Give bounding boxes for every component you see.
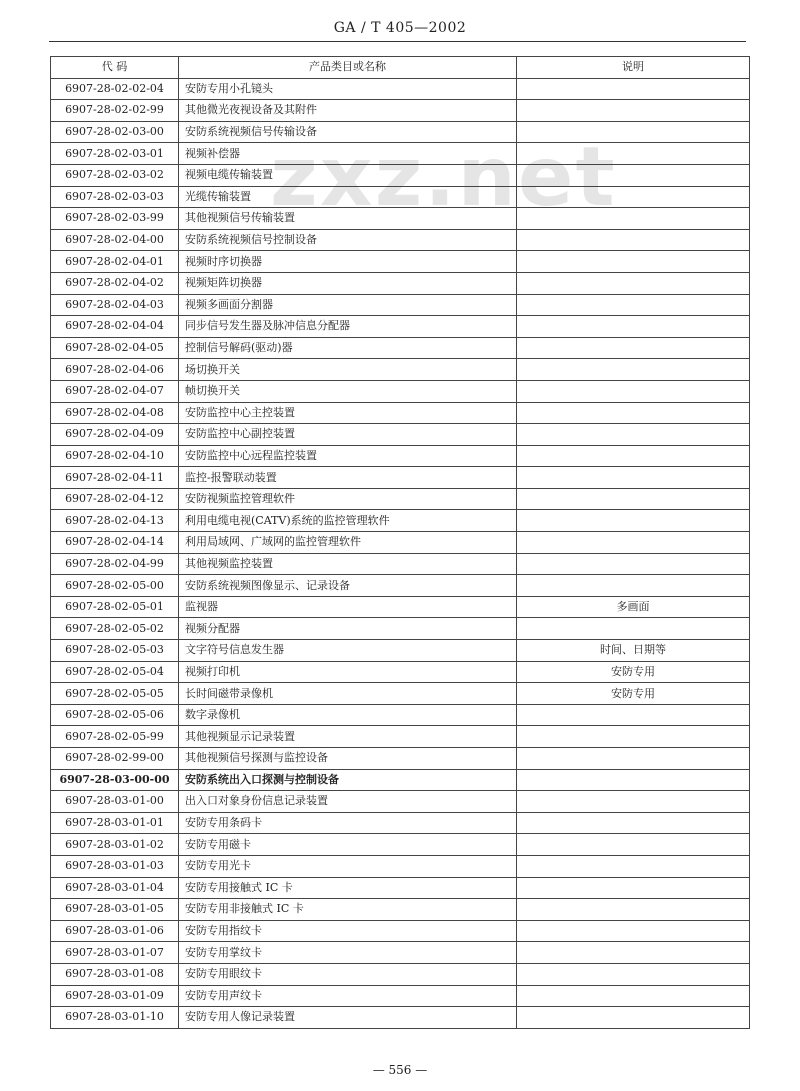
- name-cell: 视频多画面分割器: [179, 294, 517, 316]
- code-cell: 6907-28-02-04-08: [51, 402, 179, 424]
- name-cell: 安防专用人像记录装置: [179, 1007, 517, 1029]
- note-cell: [517, 1007, 750, 1029]
- note-cell: [517, 920, 750, 942]
- code-cell: 6907-28-02-99-00: [51, 748, 179, 770]
- note-cell: [517, 726, 750, 748]
- document-header: GA / T 405—2002: [333, 20, 467, 36]
- code-cell: 6907-28-02-04-13: [51, 510, 179, 532]
- table-row: [51, 488, 750, 510]
- name-cell: 安防系统视频信号传输设备: [179, 121, 517, 143]
- table-row: [51, 424, 750, 446]
- header-rule: [49, 41, 746, 42]
- table-row: [51, 704, 750, 726]
- table-row: [51, 402, 750, 424]
- code-cell: 6907-28-02-04-03: [51, 294, 179, 316]
- table-row: [51, 812, 750, 834]
- code-cell: 6907-28-02-04-11: [51, 467, 179, 489]
- note-cell: [517, 100, 750, 122]
- name-cell: 安防监控中心远程监控装置: [179, 445, 517, 467]
- table-row: [51, 337, 750, 359]
- name-cell: 安防专用小孔镜头: [179, 78, 517, 100]
- table-row: [51, 100, 750, 122]
- name-cell: 视频电缆传输装置: [179, 164, 517, 186]
- note-cell: 安防专用: [517, 683, 750, 705]
- code-cell: 6907-28-02-04-10: [51, 445, 179, 467]
- table-row: [51, 445, 750, 467]
- table-row: [51, 1007, 750, 1029]
- note-cell: [517, 877, 750, 899]
- name-cell: 安防专用磁卡: [179, 834, 517, 856]
- note-cell: [517, 229, 750, 251]
- table-row: [51, 726, 750, 748]
- note-cell: [517, 985, 750, 1007]
- code-cell: 6907-28-02-04-06: [51, 359, 179, 381]
- name-cell: 安防专用条码卡: [179, 812, 517, 834]
- note-cell: [517, 208, 750, 230]
- note-cell: [517, 791, 750, 813]
- table-row: [51, 121, 750, 143]
- code-cell: 6907-28-02-05-03: [51, 640, 179, 662]
- name-cell: 长时间磁带录像机: [179, 683, 517, 705]
- table-row: [51, 661, 750, 683]
- table-row: [51, 985, 750, 1007]
- code-cell: 6907-28-02-04-00: [51, 229, 179, 251]
- table-row: [51, 78, 750, 100]
- name-cell: 其他视频信号传输装置: [179, 208, 517, 230]
- note-cell: [517, 143, 750, 165]
- table-row: [51, 294, 750, 316]
- product-code-table: [50, 56, 750, 1029]
- table-row: [51, 963, 750, 985]
- name-cell: 控制信号解码(驱动)器: [179, 337, 517, 359]
- table-row: [51, 208, 750, 230]
- table-row: [51, 769, 750, 791]
- note-cell: [517, 316, 750, 338]
- table-row: [51, 380, 750, 402]
- name-cell: 同步信号发生器及脉冲信息分配器: [179, 316, 517, 338]
- note-cell: [517, 251, 750, 273]
- note-cell: [517, 575, 750, 597]
- code-cell: 6907-28-02-04-07: [51, 380, 179, 402]
- note-cell: 多画面: [517, 596, 750, 618]
- name-cell: 数字录像机: [179, 704, 517, 726]
- name-cell: 其他视频监控装置: [179, 553, 517, 575]
- code-cell: 6907-28-02-05-00: [51, 575, 179, 597]
- name-cell: 安防专用指纹卡: [179, 920, 517, 942]
- name-cell: 安防专用声纹卡: [179, 985, 517, 1007]
- note-cell: [517, 899, 750, 921]
- note-cell: [517, 121, 750, 143]
- name-cell: 文字符号信息发生器: [179, 640, 517, 662]
- table-row: [51, 316, 750, 338]
- table-row: [51, 186, 750, 208]
- name-cell: 其他微光夜视设备及其附件: [179, 100, 517, 122]
- table-header-row: [51, 57, 750, 79]
- table-row: [51, 359, 750, 381]
- note-cell: [517, 553, 750, 575]
- code-cell: 6907-28-03-01-05: [51, 899, 179, 921]
- note-cell: [517, 164, 750, 186]
- name-cell: 监控-报警联动装置: [179, 467, 517, 489]
- name-cell: 利用局域网、广域网的监控管理软件: [179, 532, 517, 554]
- code-cell: 6907-28-03-01-01: [51, 812, 179, 834]
- code-cell: 6907-28-03-01-03: [51, 855, 179, 877]
- note-cell: [517, 704, 750, 726]
- name-cell: 视频打印机: [179, 661, 517, 683]
- table-row: [51, 575, 750, 597]
- note-cell: [517, 834, 750, 856]
- name-cell: 安防专用掌纹卡: [179, 942, 517, 964]
- code-cell: 6907-28-02-04-04: [51, 316, 179, 338]
- code-cell: 6907-28-02-04-01: [51, 251, 179, 273]
- name-cell: 安防专用眼纹卡: [179, 963, 517, 985]
- note-cell: [517, 488, 750, 510]
- table-row: [51, 467, 750, 489]
- code-cell: 6907-28-03-01-06: [51, 920, 179, 942]
- table-row: [51, 143, 750, 165]
- code-cell: 6907-28-02-04-14: [51, 532, 179, 554]
- note-cell: [517, 186, 750, 208]
- table-row: [51, 532, 750, 554]
- name-cell: 其他视频显示记录装置: [179, 726, 517, 748]
- note-cell: [517, 748, 750, 770]
- code-cell: 6907-28-03-01-08: [51, 963, 179, 985]
- header-name: 产品类目或名称: [179, 57, 517, 79]
- note-cell: [517, 402, 750, 424]
- note-cell: [517, 812, 750, 834]
- name-cell: 安防系统视频信号控制设备: [179, 229, 517, 251]
- name-cell: 其他视频信号探测与监控设备: [179, 748, 517, 770]
- name-cell: 利用电缆电视(CATV)系统的监控管理软件: [179, 510, 517, 532]
- code-cell: 6907-28-02-04-09: [51, 424, 179, 446]
- note-cell: 安防专用: [517, 661, 750, 683]
- table-row: [51, 272, 750, 294]
- table-row: [51, 791, 750, 813]
- name-cell: 出入口对象身份信息记录装置: [179, 791, 517, 813]
- code-cell: 6907-28-03-01-04: [51, 877, 179, 899]
- table-row: [51, 553, 750, 575]
- note-cell: [517, 380, 750, 402]
- note-cell: [517, 359, 750, 381]
- watermark: zxz.net: [270, 130, 617, 225]
- table-row: [51, 251, 750, 273]
- table-row: [51, 640, 750, 662]
- table-row: [51, 618, 750, 640]
- note-cell: [517, 618, 750, 640]
- note-cell: [517, 337, 750, 359]
- code-cell: 6907-28-02-05-06: [51, 704, 179, 726]
- table-row: [51, 164, 750, 186]
- name-cell: 安防系统出入口探测与控制设备: [179, 769, 517, 791]
- code-cell: 6907-28-02-03-01: [51, 143, 179, 165]
- name-cell: 场切换开关: [179, 359, 517, 381]
- table-body: [51, 78, 750, 1028]
- note-cell: [517, 272, 750, 294]
- code-cell: 6907-28-02-04-12: [51, 488, 179, 510]
- code-cell: 6907-28-02-05-01: [51, 596, 179, 618]
- code-cell: 6907-28-02-04-02: [51, 272, 179, 294]
- table-row: [51, 877, 750, 899]
- code-cell: 6907-28-03-01-10: [51, 1007, 179, 1029]
- code-cell: 6907-28-02-04-05: [51, 337, 179, 359]
- name-cell: 帧切换开关: [179, 380, 517, 402]
- name-cell: 光缆传输装置: [179, 186, 517, 208]
- name-cell: 视频矩阵切换器: [179, 272, 517, 294]
- table-row: [51, 899, 750, 921]
- name-cell: 安防专用光卡: [179, 855, 517, 877]
- note-cell: [517, 510, 750, 532]
- code-cell: 6907-28-02-05-04: [51, 661, 179, 683]
- table-row: [51, 229, 750, 251]
- note-cell: [517, 855, 750, 877]
- note-cell: [517, 532, 750, 554]
- code-cell: 6907-28-02-03-00: [51, 121, 179, 143]
- code-cell: 6907-28-02-02-04: [51, 78, 179, 100]
- code-cell: 6907-28-03-01-02: [51, 834, 179, 856]
- name-cell: 视频时序切换器: [179, 251, 517, 273]
- table-row: [51, 855, 750, 877]
- note-cell: 时间、日期等: [517, 640, 750, 662]
- table-row: [51, 942, 750, 964]
- note-cell: [517, 467, 750, 489]
- note-cell: [517, 424, 750, 446]
- table-row: [51, 920, 750, 942]
- code-cell: 6907-28-02-05-02: [51, 618, 179, 640]
- note-cell: [517, 769, 750, 791]
- note-cell: [517, 294, 750, 316]
- code-cell: 6907-28-02-03-03: [51, 186, 179, 208]
- name-cell: 安防系统视频图像显示、记录设备: [179, 575, 517, 597]
- note-cell: [517, 78, 750, 100]
- name-cell: 安防监控中心副控装置: [179, 424, 517, 446]
- page-number: — 556 —: [372, 1063, 428, 1077]
- table-row: [51, 596, 750, 618]
- code-cell: 6907-28-02-02-99: [51, 100, 179, 122]
- code-cell: 6907-28-02-03-02: [51, 164, 179, 186]
- name-cell: 安防专用接触式 IC 卡: [179, 877, 517, 899]
- name-cell: 监视器: [179, 596, 517, 618]
- code-cell: 6907-28-02-05-99: [51, 726, 179, 748]
- name-cell: 安防监控中心主控装置: [179, 402, 517, 424]
- header-note: 说明: [517, 57, 750, 79]
- code-cell: 6907-28-02-03-99: [51, 208, 179, 230]
- note-cell: [517, 445, 750, 467]
- name-cell: 视频分配器: [179, 618, 517, 640]
- header-code: 代 码: [51, 57, 179, 79]
- table-row: [51, 683, 750, 705]
- code-cell: 6907-28-02-04-99: [51, 553, 179, 575]
- name-cell: 安防专用非接触式 IC 卡: [179, 899, 517, 921]
- note-cell: [517, 963, 750, 985]
- code-cell: 6907-28-03-01-09: [51, 985, 179, 1007]
- table-row: [51, 748, 750, 770]
- table-row: [51, 510, 750, 532]
- code-cell: 6907-28-03-01-07: [51, 942, 179, 964]
- code-cell: 6907-28-03-00-00: [51, 769, 179, 791]
- name-cell: 视频补偿器: [179, 143, 517, 165]
- code-cell: 6907-28-03-01-00: [51, 791, 179, 813]
- note-cell: [517, 942, 750, 964]
- code-cell: 6907-28-02-05-05: [51, 683, 179, 705]
- table-row: [51, 834, 750, 856]
- name-cell: 安防视频监控管理软件: [179, 488, 517, 510]
